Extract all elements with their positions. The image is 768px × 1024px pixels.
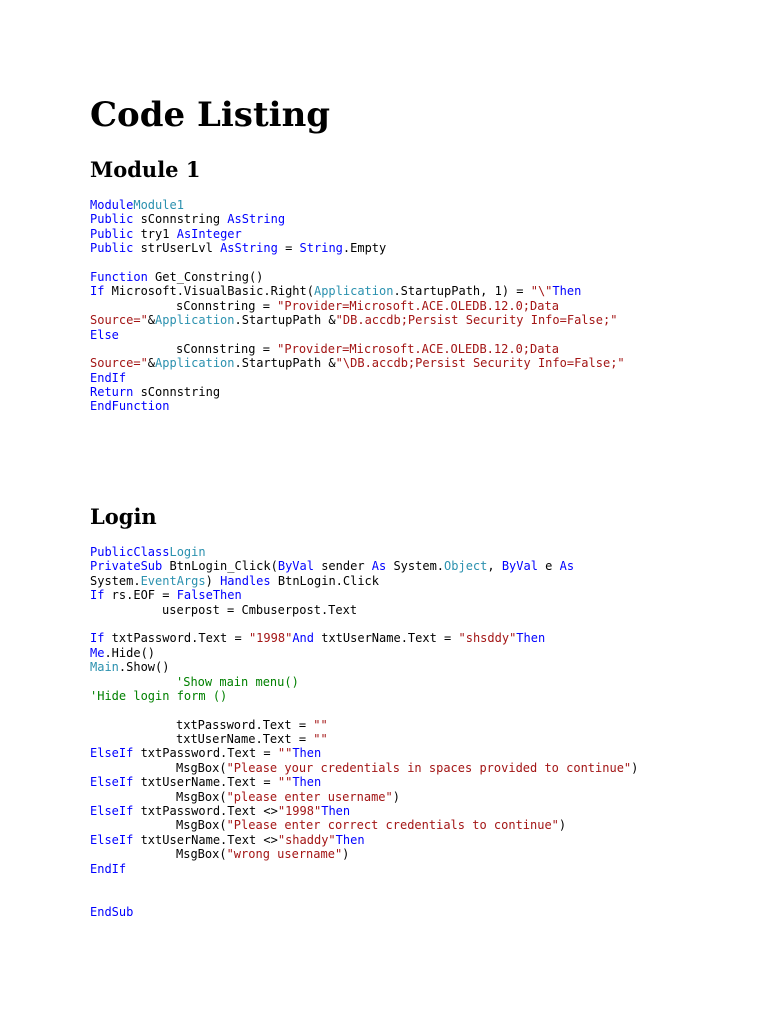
code-line [90,617,638,631]
string-token: "Provider=Microsoft.ACE.OLEDB.12.0;Data [277,298,559,313]
code-token: ) [558,818,567,833]
keyword-token: PrivateSub [90,559,163,574]
code-token: sConnstring = [176,341,278,356]
code-token: = [277,241,300,256]
keyword-token: ElseIf [90,804,134,819]
string-token: Source=" [90,313,148,328]
keyword-token: EndIf [90,861,127,876]
code-token: & [147,356,156,371]
keyword-token: FalseThen [176,588,242,603]
code-token: .Empty [342,241,387,256]
string-token: "shsddy" [458,631,517,646]
code-line [90,703,638,717]
code-token: sender [313,559,372,574]
code-token: .Show() [118,660,170,675]
string-token: "DB.accdb;Persist Security Info=False;" [335,313,618,328]
code-line [90,818,638,832]
code-token: ) [342,847,350,862]
code-line [90,328,625,342]
string-token: "" [313,717,328,732]
code-line [90,790,638,804]
code-token: MsgBox( [176,847,227,862]
code-token: Microsoft.VisualBasic.Right( [104,284,314,299]
string-token: "wrong username" [226,847,343,862]
keyword-token: Then [321,804,351,819]
type-token: Object [444,559,488,574]
code-token: .Hide() [104,645,156,660]
code-token: txtUserName.Text = [133,775,278,790]
string-token: "Please your credentials in spaces provided to continue" [226,760,632,775]
code-line [90,847,638,861]
code-line [90,804,638,818]
string-token: "" [313,732,328,747]
keyword-token: Return [90,385,134,400]
keyword-token: EndIf [90,370,127,385]
keyword-token: Function [90,269,148,284]
keyword-token: And [292,631,314,646]
code-block-login [90,545,638,919]
code-token: .StartupPath & [234,356,336,371]
section-heading-login: Login [90,504,157,529]
code-line [90,646,638,660]
string-token: "1998" [248,631,293,646]
keyword-token: Then [516,631,546,646]
keyword-token: ByVal [277,559,314,574]
string-token: "" [277,746,293,761]
code-line [90,746,638,760]
code-line [90,212,625,226]
code-line [90,905,638,919]
code-token: rs.EOF = [104,588,177,603]
code-line [90,732,638,746]
code-token: txtPassword.Text = [176,717,314,732]
string-token: "please enter username" [226,789,393,804]
type-token: EventArgs [140,573,206,588]
code-token: try1 [133,226,177,241]
code-line [90,862,638,876]
code-line [90,675,638,689]
code-line [90,660,638,674]
code-line [90,385,625,399]
keyword-token: ElseIf [90,746,134,761]
keyword-token: Public [90,212,134,227]
code-token: strUserLvl [133,241,221,256]
keyword-token: ElseIf [90,775,134,790]
code-line [90,761,638,775]
code-line [90,198,625,212]
keyword-token: PublicClass [90,545,170,559]
code-line [90,227,625,241]
code-token: userpost = Cmbuserpost.Text [162,602,358,617]
keyword-token: If [90,588,105,603]
code-line [90,342,625,356]
keyword-token: Then [292,775,322,790]
code-token: BtnLogin_Click( [162,559,278,574]
code-block-module1 [90,198,625,414]
type-token: Application [155,313,235,328]
code-token: sConnstring [133,212,228,227]
code-line [90,313,625,327]
type-token: Main [90,660,119,675]
code-token: ) [631,760,639,775]
code-line [90,833,638,847]
keyword-token: As [559,559,575,574]
code-token: .StartupPath & [234,313,336,328]
comment-token: 'Show main menu() [176,674,299,689]
code-token: txtUserName.Text = [314,631,459,646]
code-token: , [487,559,502,574]
code-line [90,241,625,255]
code-line [90,588,638,602]
code-line [90,270,625,284]
code-token: e [537,559,560,574]
code-token: Get_Constring() [147,269,264,284]
code-line [90,718,638,732]
keyword-token: ByVal [501,559,538,574]
keyword-token: AsString [227,212,286,227]
code-line [90,876,638,890]
type-token: Application [155,356,235,371]
keyword-token: AsInteger [176,226,242,241]
string-token: "\DB.accdb;Persist Security Info=False;" [335,356,625,371]
string-token: "1998" [277,804,322,819]
keyword-token: Then [335,832,365,847]
keyword-token: ElseIf [90,832,134,847]
keyword-token: EndSub [90,904,134,919]
keyword-token: Handles [220,573,271,588]
code-token: sConnstring = [176,298,278,313]
keyword-token: String [299,241,343,256]
code-token: MsgBox( [176,818,227,833]
code-token: System. [90,573,141,588]
keyword-token: AsString [220,241,278,256]
code-token: txtPassword.Text <> [133,804,278,819]
page-title: Code Listing [90,95,331,135]
code-line [90,689,638,703]
section-heading-module1: Module 1 [90,157,201,182]
code-line [90,545,638,559]
code-line [90,299,625,313]
code-token: MsgBox( [176,789,227,804]
string-token: "Provider=Microsoft.ACE.OLEDB.12.0;Data [277,341,559,356]
code-line [90,256,625,270]
code-token: txtUserName.Text = [176,732,314,747]
code-token: System. [386,559,445,574]
keyword-token: If [90,631,105,646]
code-token: sConnstring [133,385,221,400]
code-line [90,371,625,385]
type-token: Login [169,545,206,559]
keyword-token: If [90,284,105,299]
code-token: txtPassword.Text = [133,746,278,761]
comment-token: 'Hide login form () [90,688,228,703]
code-line [90,603,638,617]
code-token: txtUserName.Text <> [133,832,278,847]
string-token: "Please enter correct credentials to continue" [226,818,559,833]
keyword-token: Then [552,284,582,299]
type-token: Application [313,284,394,299]
keyword-token: Then [292,746,322,761]
keyword-token: Me [90,645,105,660]
code-token: MsgBox( [176,760,227,775]
code-line [90,399,625,413]
code-token: ) [392,789,400,804]
code-line [90,775,638,789]
keyword-token: Module [90,198,134,212]
keyword-token: EndFunction [90,399,170,414]
code-line [90,284,625,298]
keyword-token: Else [90,327,119,342]
string-token: "shaddy" [277,832,336,847]
code-token: ) [205,573,221,588]
code-token: txtPassword.Text = [104,631,249,646]
code-token: & [147,313,156,328]
string-token: "" [277,775,293,790]
code-token: BtnLogin.Click [270,573,380,588]
code-token: .StartupPath, 1) = [393,284,531,299]
code-line [90,559,638,573]
keyword-token: Public [90,226,134,241]
keyword-token: As [371,559,387,574]
code-line [90,356,625,370]
code-line [90,890,638,904]
code-line [90,574,638,588]
code-line [90,631,638,645]
type-token: Module1 [133,198,184,212]
string-token: "\" [530,284,553,299]
keyword-token: Public [90,241,134,256]
string-token: Source=" [90,356,148,371]
